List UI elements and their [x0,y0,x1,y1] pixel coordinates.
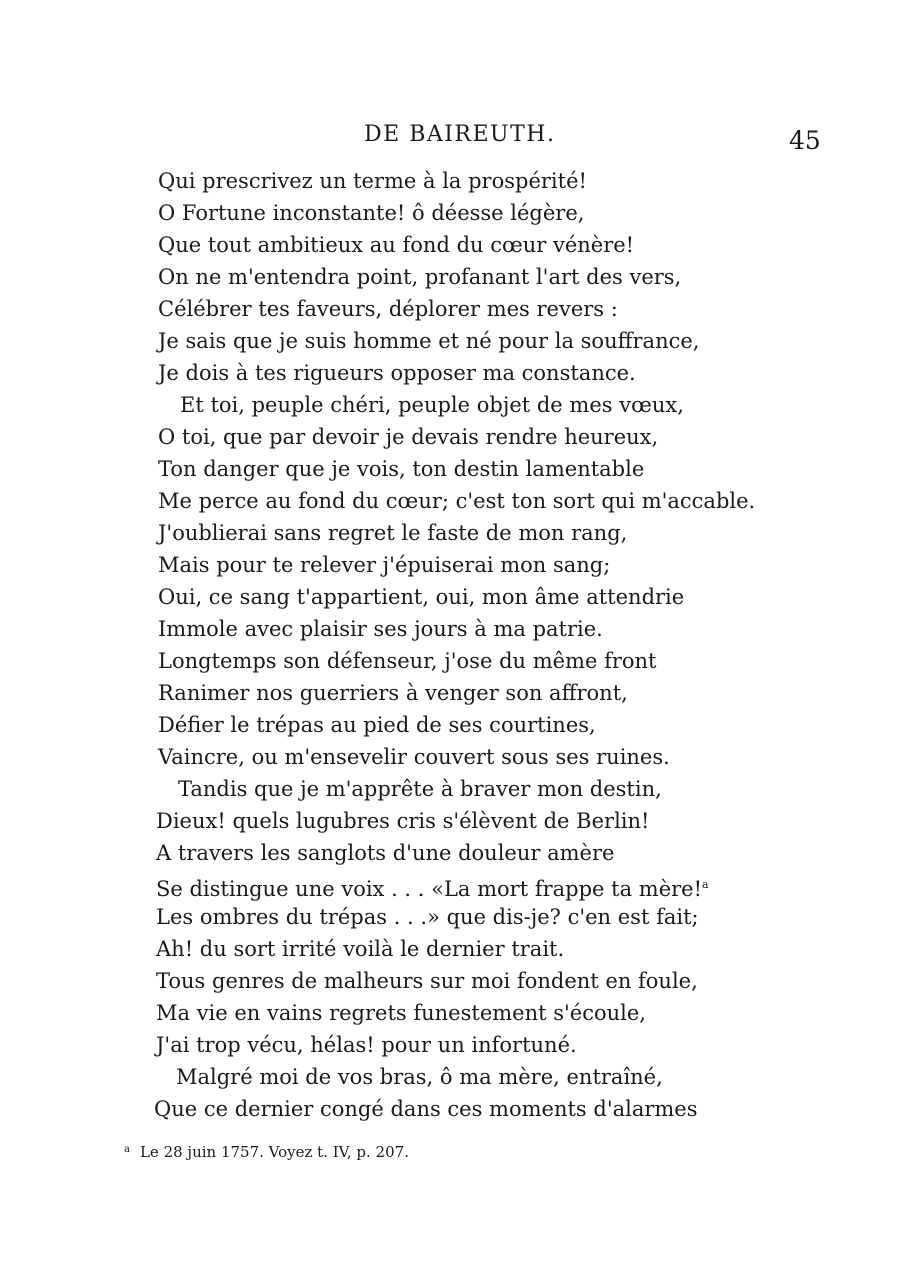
verse-text: Se distingue une voix . . . «La mort frappe ta mère! [156,877,703,901]
verse-line: J'oublierai sans regret le faste de mon rang, [158,521,628,545]
verse-line: Tandis que je m'apprête à braver mon destin, [178,777,662,801]
verse-line: O Fortune inconstante! ô déesse légère, [158,201,585,225]
verse-line: Me perce au fond du cœur; c'est ton sort qui m'accable. [158,489,756,513]
page-number: 45 [789,126,821,155]
footnote-mark: a [124,1144,130,1155]
verse-line: On ne m'entendra point, profanant l'art des vers, [158,265,682,289]
verse-line: A travers les sanglots d'une douleur amère [156,841,615,865]
verse-line: Défier le trépas au pied de ses courtines, [158,713,596,737]
verse-line: Je sais que je suis homme et né pour la souffrance, [158,329,700,353]
verse-line: Tous genres de malheurs sur moi fondent en foule, [156,969,698,993]
verse-line: Et toi, peuple chéri, peuple objet de mes vœux, [180,393,684,417]
verse-line: Célébrer tes faveurs, déplorer mes revers : [158,297,618,321]
running-head [0,122,900,155]
verse-line: Mais pour te relever j'épuiserai mon sang; [158,553,611,577]
footnote [124,1143,409,1161]
verse-line: Ma vie en vains regrets funestement s'écoule, [156,1001,646,1025]
verse-line: Ah! du sort irrité voilà le dernier trait. [156,937,565,961]
running-title: DE BAIREUTH. [364,122,556,147]
verse-line: Que tout ambitieux au fond du cœur vénère! [158,233,635,257]
footnote-reference: a [702,878,709,891]
verse-line: Ranimer nos guerriers à venger son affront, [158,681,628,705]
verse-line: Je dois à tes rigueurs opposer ma constance. [158,361,636,385]
verse-line: O toi, que par devoir je devais rendre heureux, [158,425,659,449]
verse-line: Qui prescrivez un terme à la prospérité! [158,169,587,193]
verse-line-with-footnote [156,869,709,901]
verse-line: Malgré moi de vos bras, ô ma mère, entraîné, [176,1065,663,1089]
verse-line: Que ce dernier congé dans ces moments d'alarmes [154,1097,698,1121]
verse-line: Ton danger que je vois, ton destin lamentable [158,457,645,481]
verse-line: Immole avec plaisir ses jours à ma patrie. [158,617,603,641]
verse-line: J'ai trop vécu, hélas! pour un infortuné. [156,1033,577,1057]
footnote-text: Le 28 juin 1757. Voyez t. IV, p. 207. [139,1143,409,1161]
verse-line: Dieux! quels lugubres cris s'élèvent de Berlin! [156,809,650,833]
verse-line: Longtemps son défenseur, j'ose du même front [158,649,657,673]
verse-line: Oui, ce sang t'appartient, oui, mon âme attendrie [158,585,685,609]
verse-line: Vaincre, ou m'ensevelir couvert sous ses ruines. [158,745,670,769]
verse-line: Les ombres du trépas . . .» que dis-je? c'en est fait; [156,905,699,929]
